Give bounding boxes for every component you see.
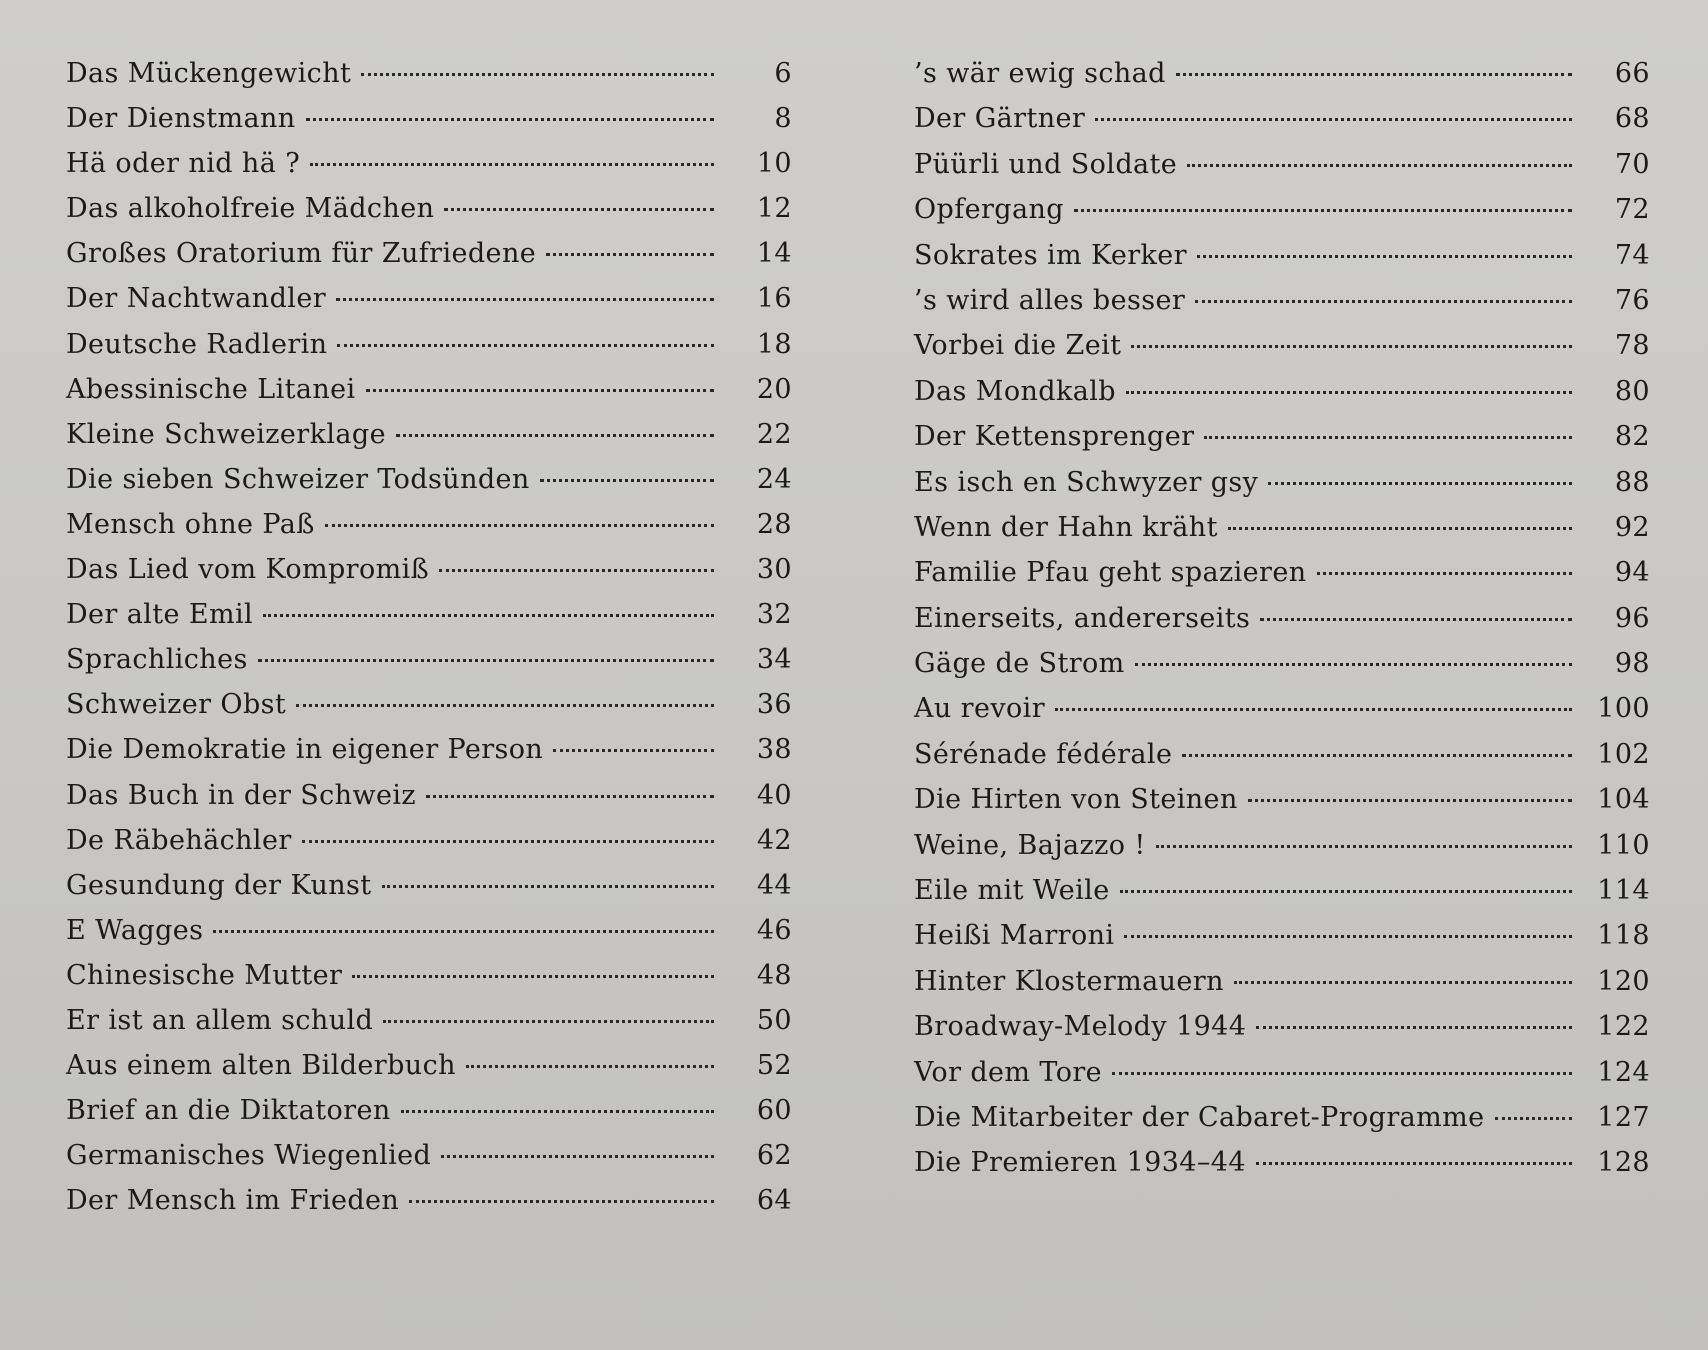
entry-page-number: 127 — [1597, 1101, 1650, 1133]
dot-leader — [396, 434, 714, 437]
entry-title: Der alte Emil — [66, 599, 254, 631]
toc-entry — [914, 330, 1650, 375]
entry-page-number: 38 — [756, 734, 792, 766]
toc-entry — [66, 148, 792, 193]
entry-page-number: 28 — [756, 508, 792, 540]
dot-leader — [1197, 255, 1572, 258]
entry-title: Einerseits, andererseits — [914, 602, 1251, 634]
toc-entry — [914, 58, 1650, 103]
entry-page-number: 96 — [1614, 602, 1650, 634]
entry-title: Brief an die Diktatoren — [66, 1095, 391, 1127]
entry-page-number: 16 — [756, 283, 792, 315]
entry-title: Die Mitarbeiter der Cabaret-Programme — [914, 1101, 1485, 1133]
toc-entry — [914, 784, 1650, 829]
toc-entry — [914, 966, 1650, 1011]
dot-leader — [444, 208, 714, 211]
toc-entry — [66, 103, 792, 148]
entry-title: Der Gärtner — [914, 103, 1086, 135]
toc-entry — [66, 734, 792, 779]
entry-title: Es isch en Schwyzer gsy — [914, 466, 1259, 498]
entry-title: Der Dienstmann — [66, 103, 296, 135]
entry-page-number: 72 — [1614, 194, 1650, 226]
dot-leader — [302, 840, 714, 843]
dot-leader — [382, 885, 714, 888]
dot-leader — [1256, 1026, 1572, 1029]
dot-leader — [258, 659, 714, 662]
entry-page-number: 52 — [756, 1050, 792, 1082]
entry-page-number: 120 — [1597, 965, 1650, 997]
entry-page-number: 46 — [756, 914, 792, 946]
dot-leader — [439, 569, 714, 572]
dot-leader — [1126, 391, 1572, 394]
toc-entry — [914, 103, 1650, 148]
entry-title: Schweizer Obst — [66, 689, 287, 721]
dot-leader — [1260, 618, 1572, 621]
dot-leader — [337, 344, 714, 347]
dot-leader — [310, 163, 714, 166]
dot-leader — [1495, 1117, 1572, 1120]
entry-title: Das alkoholfreie Mädchen — [66, 193, 435, 225]
toc-entry — [914, 285, 1650, 330]
entry-page-number: 76 — [1614, 284, 1650, 316]
entry-title: Gäge de Strom — [914, 648, 1125, 680]
toc-entry — [66, 1185, 792, 1230]
dot-leader — [1204, 436, 1572, 439]
dot-leader — [1187, 164, 1572, 167]
toc-entry — [914, 512, 1650, 557]
entry-page-number: 48 — [756, 959, 792, 991]
toc-entry — [914, 467, 1650, 512]
entry-page-number: 22 — [756, 418, 792, 450]
entry-title: Das Lied vom Kompromiß — [66, 554, 430, 586]
entry-title: Germanisches Wiegenlied — [66, 1140, 432, 1172]
entry-page-number: 104 — [1597, 784, 1650, 816]
dot-leader — [466, 1065, 714, 1068]
dot-leader — [401, 1110, 714, 1113]
entry-page-number: 68 — [1614, 103, 1650, 135]
entry-page-number: 66 — [1614, 58, 1650, 89]
dot-leader — [366, 389, 714, 392]
toc-entry — [914, 376, 1650, 421]
dot-leader — [1095, 118, 1572, 121]
entry-title: Gesundung der Kunst — [66, 869, 372, 901]
entry-page-number: 100 — [1597, 693, 1650, 725]
entry-title: Vorbei die Zeit — [914, 330, 1122, 362]
toc-entry — [914, 920, 1650, 965]
toc-entry — [66, 374, 792, 419]
entry-page-number: 62 — [756, 1140, 792, 1172]
dot-leader — [1176, 73, 1572, 76]
entry-page-number: 20 — [756, 373, 792, 405]
dot-leader — [1268, 482, 1572, 485]
toc-entry — [66, 1095, 792, 1140]
entry-title: Das Buch in der Schweiz — [66, 779, 417, 811]
entry-page-number: 128 — [1597, 1147, 1650, 1179]
entry-page-number: 82 — [1614, 421, 1650, 453]
entry-title: Das Mückengewicht — [66, 58, 352, 89]
dot-leader — [1317, 572, 1572, 575]
entry-title: Das Mondkalb — [914, 375, 1116, 407]
entry-page-number: 42 — [756, 824, 792, 856]
entry-page-number: 124 — [1597, 1056, 1650, 1088]
entry-title: Vor dem Tore — [914, 1056, 1103, 1088]
entry-title: Der Nachtwandler — [66, 283, 326, 315]
entry-title: E Wagges — [66, 914, 204, 946]
entry-title: Die Demokratie in eigener Person — [66, 734, 544, 766]
entry-title: De Räbehächler — [66, 824, 292, 856]
toc-entry — [914, 194, 1650, 239]
entry-title: Familie Pfau geht spazieren — [914, 557, 1307, 589]
dot-leader — [336, 298, 714, 301]
dot-leader — [1120, 890, 1572, 893]
entry-title: Broadway-Melody 1944 — [914, 1011, 1247, 1043]
dot-leader — [1055, 708, 1572, 711]
toc-right-column — [914, 58, 1650, 1193]
dot-leader — [441, 1155, 714, 1158]
toc-entry — [66, 689, 792, 734]
toc-entry — [914, 1057, 1650, 1102]
dot-leader — [1195, 300, 1572, 303]
dot-leader — [1234, 981, 1572, 984]
entry-page-number: 80 — [1614, 375, 1650, 407]
entry-title: Mensch ohne Paß — [66, 508, 315, 540]
entry-page-number: 24 — [756, 463, 792, 495]
dot-leader — [1131, 345, 1572, 348]
dot-leader — [1156, 845, 1572, 848]
toc-entry — [66, 870, 792, 915]
entry-page-number: 74 — [1614, 239, 1650, 271]
entry-page-number: 14 — [756, 238, 792, 270]
entry-page-number: 36 — [756, 689, 792, 721]
entry-page-number: 40 — [756, 779, 792, 811]
dot-leader — [1256, 1162, 1572, 1165]
entry-title: ’s wird alles besser — [914, 284, 1186, 316]
entry-page-number: 110 — [1597, 829, 1650, 861]
dot-leader — [325, 524, 714, 527]
toc-entry — [914, 1102, 1650, 1147]
entry-title: Weine, Bajazzo ! — [914, 829, 1146, 861]
dot-leader — [546, 253, 714, 256]
dot-leader — [352, 975, 714, 978]
entry-page-number: 94 — [1614, 557, 1650, 589]
entry-page-number: 18 — [756, 328, 792, 360]
dot-leader — [361, 73, 714, 76]
dot-leader — [426, 795, 714, 798]
toc-entry — [914, 1147, 1650, 1192]
toc-entry — [66, 780, 792, 825]
toc-entry — [66, 915, 792, 960]
entry-title: Opfergang — [914, 194, 1064, 226]
entry-page-number: 60 — [756, 1095, 792, 1127]
entry-title: Chinesische Mutter — [66, 959, 343, 991]
entry-title: Püürli und Soldate — [914, 148, 1178, 180]
entry-page-number: 78 — [1614, 330, 1650, 362]
toc-entry — [66, 238, 792, 283]
entry-title: Hinter Klostermauern — [914, 965, 1224, 997]
entry-title: Eile mit Weile — [914, 875, 1110, 907]
entry-title: Sprachliches — [66, 644, 248, 676]
entry-page-number: 118 — [1597, 920, 1650, 952]
dot-leader — [306, 118, 714, 121]
entry-title: Heißi Marroni — [914, 920, 1115, 952]
dot-leader — [383, 1020, 714, 1023]
entry-page-number: 44 — [756, 869, 792, 901]
toc-entry — [914, 830, 1650, 875]
toc-entry — [66, 1140, 792, 1185]
dot-leader — [553, 749, 714, 752]
entry-page-number: 114 — [1597, 875, 1650, 907]
toc-entry — [914, 240, 1650, 285]
entry-page-number: 98 — [1614, 648, 1650, 680]
entry-page-number: 10 — [756, 148, 792, 180]
entry-page-number: 70 — [1614, 148, 1650, 180]
toc-entry — [914, 421, 1650, 466]
entry-title: Deutsche Radlerin — [66, 328, 328, 360]
entry-page-number: 34 — [756, 644, 792, 676]
entry-title: Die Hirten von Steinen — [914, 784, 1238, 816]
dot-leader — [1074, 209, 1572, 212]
entry-title: Hä oder nid hä ? — [66, 148, 301, 180]
toc-entry — [66, 1050, 792, 1095]
toc-entry — [914, 875, 1650, 920]
toc-entry — [66, 960, 792, 1005]
entry-title: Der Kettensprenger — [914, 421, 1195, 453]
dot-leader — [540, 479, 714, 482]
entry-title: Der Mensch im Frieden — [66, 1185, 400, 1217]
dot-leader — [1135, 663, 1572, 666]
entry-page-number: 8 — [774, 103, 792, 135]
toc-entry — [914, 149, 1650, 194]
entry-page-number: 32 — [756, 599, 792, 631]
toc-entry — [66, 58, 792, 103]
entry-title: Au revoir — [914, 693, 1046, 725]
dot-leader — [1124, 935, 1572, 938]
entry-page-number: 64 — [756, 1185, 792, 1217]
toc-entry — [66, 419, 792, 464]
entry-title: Großes Oratorium für Zufriedene — [66, 238, 537, 270]
toc-entry — [66, 1005, 792, 1050]
toc-entry — [66, 193, 792, 238]
dot-leader — [409, 1200, 714, 1203]
toc-entry — [914, 1011, 1650, 1056]
dot-leader — [1182, 754, 1572, 757]
entry-page-number: 12 — [756, 193, 792, 225]
entry-title: ’s wär ewig schad — [914, 58, 1166, 89]
entry-title: Er ist an allem schuld — [66, 1004, 374, 1036]
toc-entry — [914, 557, 1650, 602]
entry-page-number: 6 — [774, 58, 792, 89]
toc-entry — [66, 554, 792, 599]
toc-entry — [66, 509, 792, 554]
toc-entry — [66, 464, 792, 509]
dot-leader — [213, 930, 714, 933]
entry-title: Sokrates im Kerker — [914, 239, 1187, 271]
entry-title: Sérénade fédérale — [914, 738, 1173, 770]
toc-entry — [914, 693, 1650, 738]
entry-title: Aus einem alten Bilderbuch — [66, 1050, 456, 1082]
dot-leader — [263, 614, 714, 617]
entry-page-number: 50 — [756, 1004, 792, 1036]
entry-page-number: 30 — [756, 554, 792, 586]
toc-left-column — [66, 58, 792, 1230]
toc-entry — [66, 644, 792, 689]
toc-entry — [66, 599, 792, 644]
toc-entry — [914, 739, 1650, 784]
toc-entry — [66, 329, 792, 374]
toc-entry — [914, 603, 1650, 648]
entry-page-number: 102 — [1597, 738, 1650, 770]
entry-title: Wenn der Hahn kräht — [914, 511, 1218, 543]
entry-title: Abessinische Litanei — [66, 373, 356, 405]
entry-title: Die sieben Schweizer Todsünden — [66, 463, 530, 495]
dot-leader — [296, 704, 714, 707]
dot-leader — [1112, 1072, 1572, 1075]
dot-leader — [1228, 527, 1572, 530]
entry-page-number: 122 — [1597, 1011, 1650, 1043]
toc-entry — [66, 825, 792, 870]
entry-title: Kleine Schweizerklage — [66, 418, 386, 450]
toc-entry — [914, 648, 1650, 693]
entry-page-number: 92 — [1614, 511, 1650, 543]
entry-title: Die Premieren 1934–44 — [914, 1147, 1246, 1179]
toc-entry — [66, 283, 792, 328]
dot-leader — [1248, 799, 1572, 802]
entry-page-number: 88 — [1614, 466, 1650, 498]
